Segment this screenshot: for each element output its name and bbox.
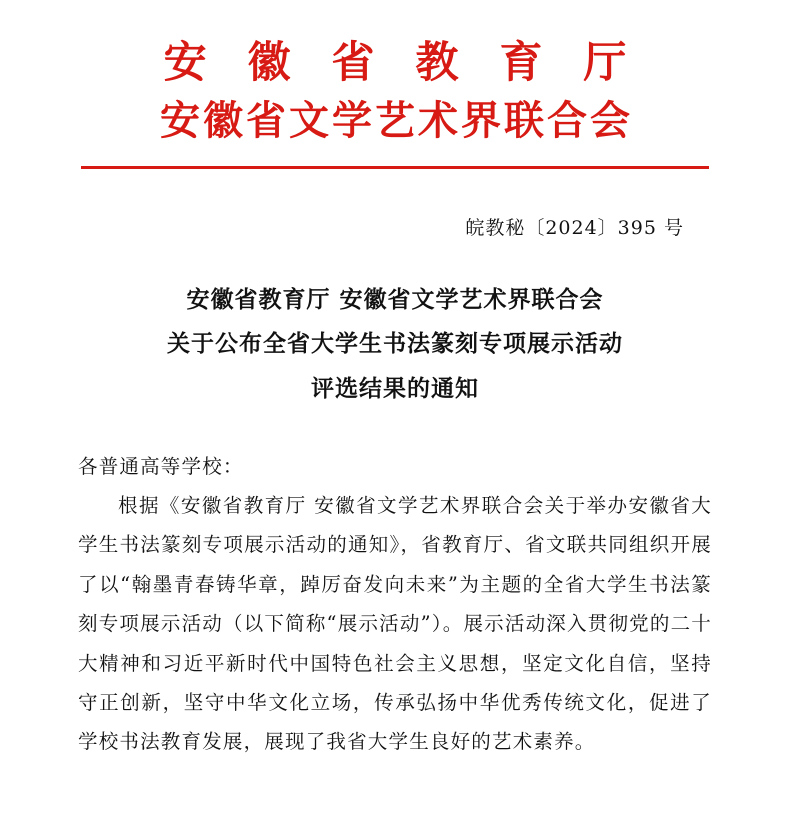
title-line-1: 安徽省教育厅 安徽省文学艺术界联合会: [186, 286, 604, 314]
document-number: 皖教秘〔2024〕395 号: [465, 217, 684, 240]
title-line-3: 评选结果的通知: [311, 374, 479, 402]
document-title: [78, 278, 712, 410]
body-paragraph-1: 根据《安徽省教育厅 安徽省文学艺术界联合会关于举办安徽省大学生书法篆刻专项展示活动的通知》，省教育厅、省文联共同组织开展了以“翰墨青春铸华章，踔厉奋发向未来”为主题的全省大学生书法篆刻专项展示活动（以下简称“展示活动”）。展示活动深入贯彻党的二十大精神和习近平新时代中国特色社会主义思想，坚定文化自信，坚持守正创新，坚守中华文化立场，传承弘扬中华优秀传统文化，促进了学校书法教育发展，展现了我省大学生良好的艺术素养。: [78, 494, 712, 754]
letterhead-line-1: 安 徽 省 教 育 厅: [163, 38, 640, 88]
letterhead-line-2: 安徽省文学艺术界联合会: [160, 97, 633, 145]
red-rule: [81, 166, 709, 169]
letterhead-divider: [78, 166, 712, 169]
document-body: [78, 447, 712, 762]
title-line-2: 关于公布全省大学生书法篆刻专项展示活动: [167, 330, 623, 358]
salutation: 各普通高等学校：: [78, 454, 244, 478]
letterhead: [78, 0, 712, 169]
